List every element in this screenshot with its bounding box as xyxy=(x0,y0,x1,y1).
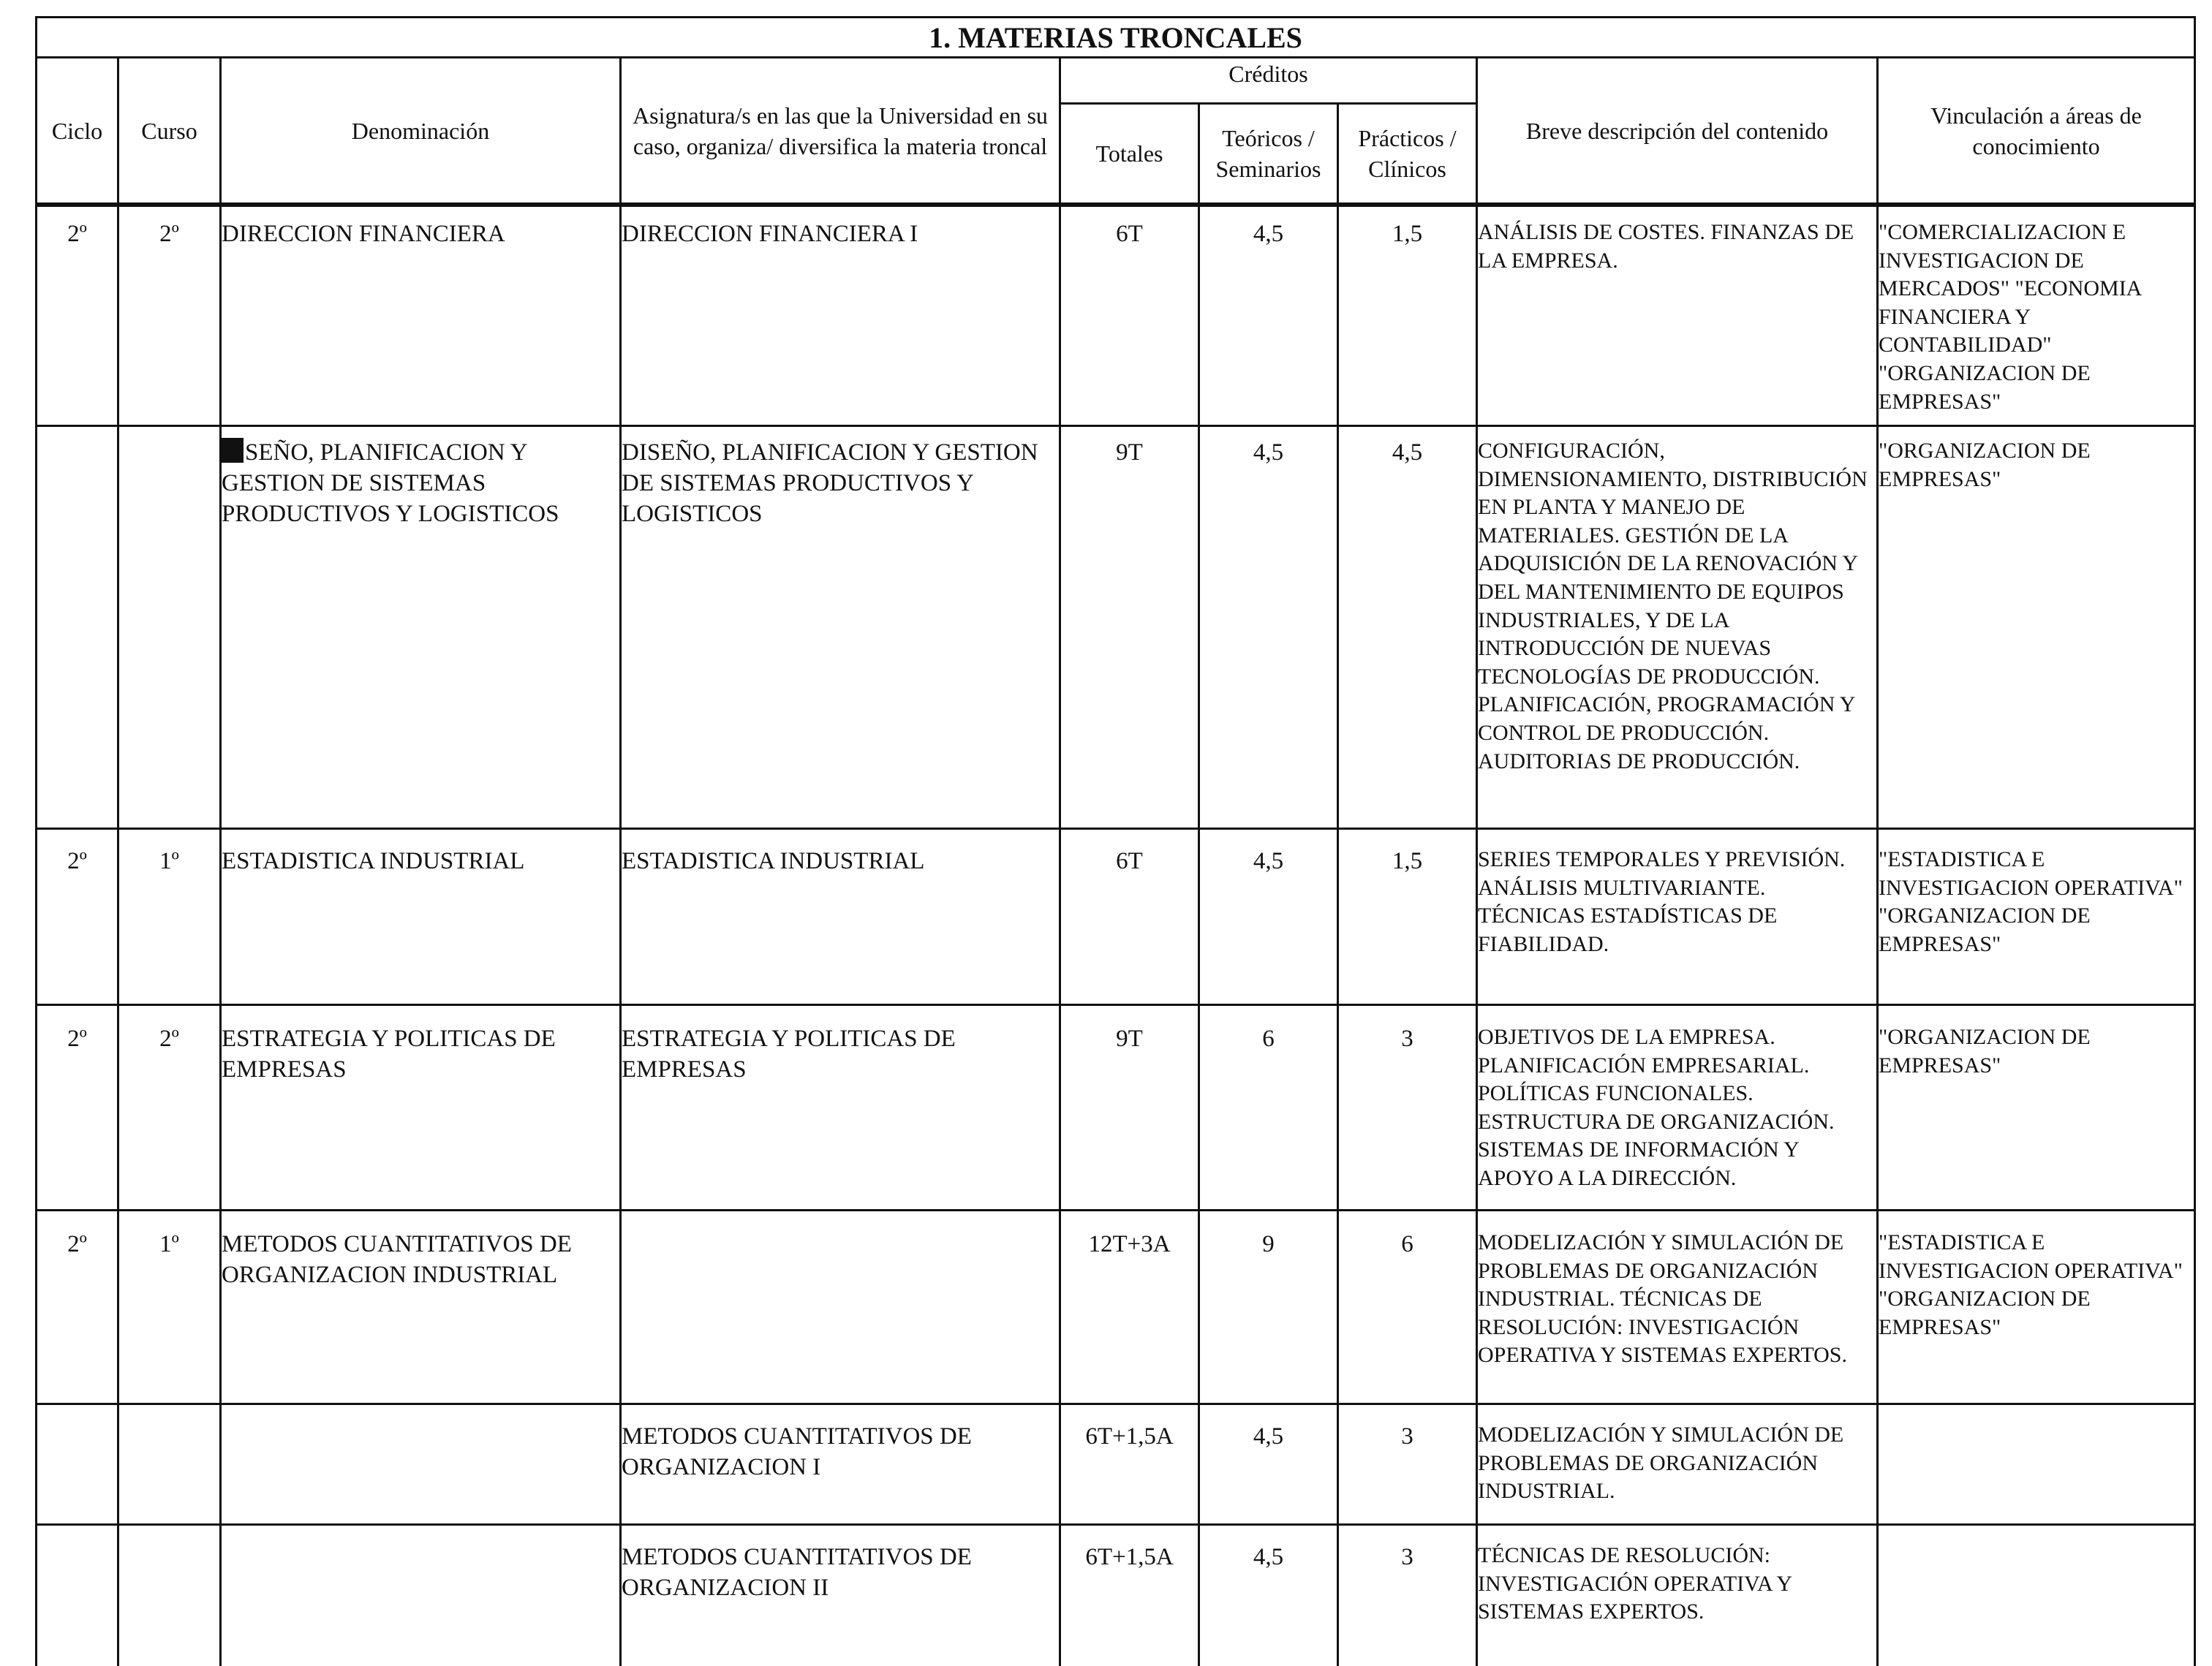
curso-cell xyxy=(118,1525,221,1666)
header-practicos: Prácticos / Clínicos xyxy=(1338,104,1477,205)
practicos-cell: 1,5 xyxy=(1338,205,1477,426)
curso-cell: 2º xyxy=(118,205,221,426)
table-row xyxy=(37,1525,2195,1666)
vinculacion-cell: "ESTADISTICA E INVESTIGACION OPERATIVA" "ORGANIZACION DE EMPRESAS" xyxy=(1878,829,2195,1005)
ciclo-cell xyxy=(37,426,118,829)
vinculacion-cell: "ESTADISTICA E INVESTIGACION OPERATIVA" "ORGANIZACION DE EMPRESAS" xyxy=(1878,1211,2195,1404)
totales-cell: 6T+1,5A xyxy=(1060,1525,1199,1666)
teoricos-cell: 4,5 xyxy=(1199,1404,1338,1525)
totales-cell: 6T xyxy=(1060,829,1199,1005)
practicos-cell: 3 xyxy=(1338,1005,1477,1211)
totales-cell: 6T+1,5A xyxy=(1060,1404,1199,1525)
curso-cell: 1º xyxy=(118,829,221,1005)
vinculacion-cell: "ORGANIZACION DE EMPRESAS" xyxy=(1878,1005,2195,1211)
practicos-cell: 4,5 xyxy=(1338,426,1477,829)
totales-cell: 9T xyxy=(1060,1005,1199,1211)
ciclo-cell: 2º xyxy=(37,829,118,1005)
descripcion-cell: CONFIGURACIÓN, DIMENSIONAMIENTO, DISTRIBUCIÓN EN PLANTA Y MANEJO DE MATERIALES. GESTIÓN DE LA ADQUISICIÓN DE LA RENOVACIÓN Y DEL MANTENIMIENTO DE EQUIPOS INDUSTRIALES, Y DE LA INTRODUCCIÓN DE NUEVAS TECNOLOGÍAS DE PRODUCCIÓN. PLANIFICACIÓN, PROGRAMACIÓN Y CONTROL DE PRODUCCIÓN. AUDITORIAS DE PRODUCCIÓN. xyxy=(1477,426,1878,829)
redaction-mark xyxy=(222,438,244,463)
ciclo-cell: 2º xyxy=(37,1211,118,1404)
curso-cell: 2º xyxy=(118,1005,221,1211)
header-ciclo: Ciclo xyxy=(37,58,118,205)
header-vinculacion: Vinculación a áreas de conocimiento xyxy=(1878,58,2195,205)
vinculacion-cell: "COMERCIALIZACION E INVESTIGACION DE MERCADOS" "ECONOMIA FINANCIERA Y CONTABILIDAD" "ORGANIZACION DE EMPRESAS" xyxy=(1878,205,2195,426)
table-title: 1. MATERIAS TRONCALES xyxy=(37,18,2195,58)
totales-cell: 6T xyxy=(1060,205,1199,426)
totales-cell: 9T xyxy=(1060,426,1199,829)
denominacion-cell: ESTADISTICA INDUSTRIAL xyxy=(221,829,621,1005)
table-row xyxy=(37,1404,2195,1525)
asignatura-cell: DISEÑO, PLANIFICACION Y GESTION DE SISTEMAS PRODUCTIVOS Y LOGISTICOS xyxy=(621,426,1060,829)
teoricos-cell: 4,5 xyxy=(1199,426,1338,829)
asignatura-cell: METODOS CUANTITATIVOS DE ORGANIZACION I xyxy=(621,1404,1060,1525)
denominacion-cell: METODOS CUANTITATIVOS DE ORGANIZACION INDUSTRIAL xyxy=(221,1211,621,1404)
header-denominacion: Denominación xyxy=(221,58,621,205)
denominacion-cell xyxy=(221,1525,621,1666)
practicos-cell: 3 xyxy=(1338,1404,1477,1525)
vinculacion-cell xyxy=(1878,1525,2195,1666)
table-row xyxy=(37,426,2195,829)
vinculacion-cell xyxy=(1878,1404,2195,1525)
denominacion-cell xyxy=(221,426,621,829)
denominacion-cell xyxy=(221,1404,621,1525)
denominacion-text: SEÑO, PLANIFICACION Y GESTION DE SISTEMAS PRODUCTIVOS Y LOGISTICOS xyxy=(222,439,559,527)
ciclo-cell xyxy=(37,1404,118,1525)
teoricos-cell: 4,5 xyxy=(1199,829,1338,1005)
asignatura-cell: METODOS CUANTITATIVOS DE ORGANIZACION II xyxy=(621,1525,1060,1666)
practicos-cell: 1,5 xyxy=(1338,829,1477,1005)
ciclo-cell: 2º xyxy=(37,205,118,426)
table-row xyxy=(37,1005,2195,1211)
descripcion-cell: ANÁLISIS DE COSTES. FINANZAS DE LA EMPRESA. xyxy=(1477,205,1878,426)
table-row xyxy=(37,829,2195,1005)
descripcion-cell: SERIES TEMPORALES Y PREVISIÓN. ANÁLISIS MULTIVARIANTE. TÉCNICAS ESTADÍSTICAS DE FIABILIDAD. xyxy=(1477,829,1878,1005)
header-descripcion: Breve descripción del contenido xyxy=(1477,58,1878,205)
ciclo-cell xyxy=(37,1525,118,1666)
asignatura-cell: DIRECCION FINANCIERA I xyxy=(621,205,1060,426)
curso-cell xyxy=(118,1404,221,1525)
vinculacion-cell: "ORGANIZACION DE EMPRESAS" xyxy=(1878,426,2195,829)
descripcion-cell: MODELIZACIÓN Y SIMULACIÓN DE PROBLEMAS DE ORGANIZACIÓN INDUSTRIAL. TÉCNICAS DE RESOLUCIÓN: INVESTIGACIÓN OPERATIVA Y SISTEMAS EXPERTOS. xyxy=(1477,1211,1878,1404)
asignatura-cell: ESTRATEGIA Y POLITICAS DE EMPRESAS xyxy=(621,1005,1060,1211)
practicos-cell: 6 xyxy=(1338,1211,1477,1404)
header-creditos: Créditos xyxy=(1060,58,1477,104)
materias-troncales-table xyxy=(35,16,2196,1666)
descripcion-cell: OBJETIVOS DE LA EMPRESA. PLANIFICACIÓN EMPRESARIAL. POLÍTICAS FUNCIONALES. ESTRUCTURA DE ORGANIZACIÓN. SISTEMAS DE INFORMACIÓN Y APOYO A LA DIRECCIÓN. xyxy=(1477,1005,1878,1211)
asignatura-cell xyxy=(621,1211,1060,1404)
asignatura-cell: ESTADISTICA INDUSTRIAL xyxy=(621,829,1060,1005)
header-teoricos: Teóricos / Seminarios xyxy=(1199,104,1338,205)
ciclo-cell: 2º xyxy=(37,1005,118,1211)
teoricos-cell: 9 xyxy=(1199,1211,1338,1404)
curso-cell xyxy=(118,426,221,829)
curso-cell: 1º xyxy=(118,1211,221,1404)
teoricos-cell: 6 xyxy=(1199,1005,1338,1211)
header-asignatura: Asignatura/s en las que la Universidad en su caso, organiza/ diversifica la materia troncal xyxy=(621,58,1060,205)
descripcion-cell: MODELIZACIÓN Y SIMULACIÓN DE PROBLEMAS DE ORGANIZACIÓN INDUSTRIAL. xyxy=(1477,1404,1878,1525)
header-curso: Curso xyxy=(118,58,221,205)
denominacion-cell: ESTRATEGIA Y POLITICAS DE EMPRESAS xyxy=(221,1005,621,1211)
descripcion-cell: TÉCNICAS DE RESOLUCIÓN: INVESTIGACIÓN OPERATIVA Y SISTEMAS EXPERTOS. xyxy=(1477,1525,1878,1666)
header-totales: Totales xyxy=(1060,104,1199,205)
teoricos-cell: 4,5 xyxy=(1199,1525,1338,1666)
table-row xyxy=(37,205,2195,426)
totales-cell: 12T+3A xyxy=(1060,1211,1199,1404)
practicos-cell: 3 xyxy=(1338,1525,1477,1666)
teoricos-cell: 4,5 xyxy=(1199,205,1338,426)
denominacion-cell: DIRECCION FINANCIERA xyxy=(221,205,621,426)
table-row xyxy=(37,1211,2195,1404)
